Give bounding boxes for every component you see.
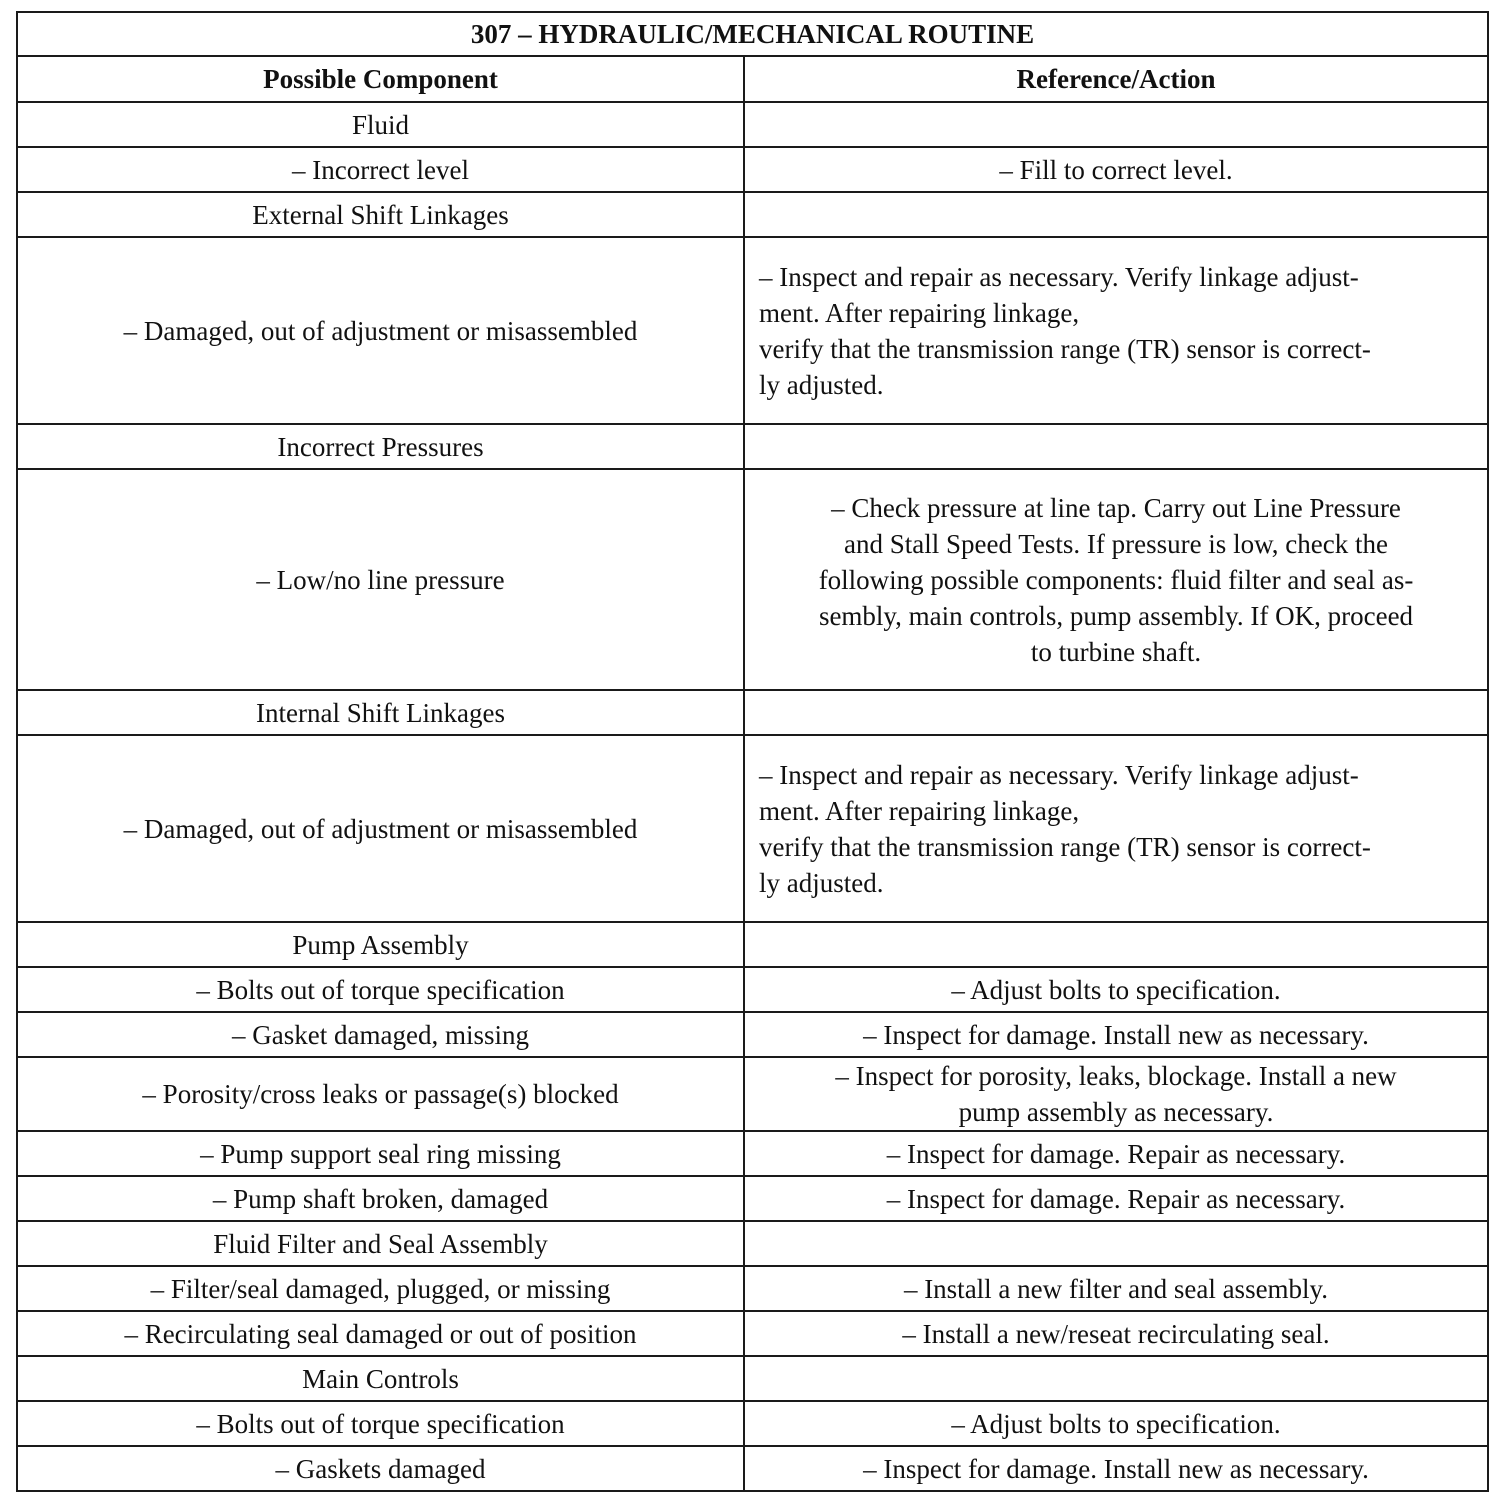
action-cell: – Inspect for damage. Install new as necessary.	[744, 1012, 1488, 1057]
action-line: – Inspect for porosity, leaks, blockage. Install a new	[835, 1061, 1397, 1091]
component-cell: – Low/no line pressure	[17, 469, 744, 690]
component-cell: – Pump support seal ring missing	[17, 1131, 744, 1176]
action-cell: – Inspect for damage. Repair as necessary.	[744, 1176, 1488, 1221]
action-cell: – Inspect for damage. Repair as necessary.	[744, 1131, 1488, 1176]
column-header-action: Reference/Action	[744, 56, 1488, 102]
component-cell: – Incorrect level	[17, 147, 744, 192]
action-line: – Inspect and repair as necessary. Verify linkage adjust-	[759, 261, 1359, 292]
action-line: and Stall Speed Tests. If pressure is low, check the	[844, 528, 1388, 559]
component-cell: Pump Assembly	[17, 922, 744, 967]
action-cell	[744, 192, 1488, 237]
column-header-row	[17, 56, 1488, 102]
action-cell	[744, 1057, 1488, 1131]
action-cell	[744, 690, 1488, 735]
table-title: 307 – HYDRAULIC/MECHANICAL ROUTINE	[17, 12, 1488, 56]
table-row	[17, 1356, 1488, 1401]
table-row	[17, 237, 1488, 424]
component-cell: – Gaskets damaged	[17, 1446, 744, 1491]
table-row	[17, 1401, 1488, 1446]
action-line: verify that the transmission range (TR) sensor is correct-	[759, 831, 1371, 862]
action-cell: – Adjust bolts to specification.	[744, 1401, 1488, 1446]
action-cell	[744, 1221, 1488, 1266]
component-cell: – Filter/seal damaged, plugged, or missing	[17, 1266, 744, 1311]
component-cell: Fluid	[17, 102, 744, 147]
action-cell	[744, 922, 1488, 967]
title-row	[17, 12, 1488, 56]
action-cell	[744, 469, 1488, 690]
column-header-component: Possible Component	[17, 56, 744, 102]
action-line: ly adjusted.	[759, 369, 884, 400]
component-cell: Main Controls	[17, 1356, 744, 1401]
table-row	[17, 102, 1488, 147]
action-line: following possible components: fluid filter and seal as-	[818, 564, 1414, 595]
component-cell: – Recirculating seal damaged or out of position	[17, 1311, 744, 1356]
action-line: pump assembly as necessary.	[958, 1097, 1274, 1127]
action-line: verify that the transmission range (TR) sensor is correct-	[759, 333, 1371, 364]
action-cell: – Fill to correct level.	[744, 147, 1488, 192]
action-line: ly adjusted.	[759, 867, 884, 898]
table-row	[17, 424, 1488, 469]
action-cell	[744, 735, 1488, 922]
action-line: ment. After repairing linkage,	[759, 795, 1080, 826]
action-line: ment. After repairing linkage,	[759, 297, 1080, 328]
component-cell: External Shift Linkages	[17, 192, 744, 237]
table-row	[17, 690, 1488, 735]
action-cell: – Adjust bolts to specification.	[744, 967, 1488, 1012]
component-cell: Incorrect Pressures	[17, 424, 744, 469]
table-row	[17, 1266, 1488, 1311]
table-row	[17, 1446, 1488, 1491]
table-row	[17, 1131, 1488, 1176]
action-line: to turbine shaft.	[1030, 636, 1202, 667]
component-cell: Internal Shift Linkages	[17, 690, 744, 735]
component-cell: Fluid Filter and Seal Assembly	[17, 1221, 744, 1266]
action-cell: – Install a new/reseat recirculating seal.	[744, 1311, 1488, 1356]
table-row	[17, 1311, 1488, 1356]
table-row	[17, 147, 1488, 192]
table-row	[17, 1221, 1488, 1266]
routine-table	[16, 11, 1489, 1492]
action-cell: – Inspect for damage. Install new as necessary.	[744, 1446, 1488, 1491]
action-line: – Check pressure at line tap. Carry out Line Pressure	[831, 492, 1401, 523]
component-cell: – Porosity/cross leaks or passage(s) blocked	[17, 1057, 744, 1131]
action-line: – Inspect and repair as necessary. Verify linkage adjust-	[759, 759, 1359, 790]
table-row	[17, 469, 1488, 690]
table-row	[17, 192, 1488, 237]
table-row	[17, 967, 1488, 1012]
action-line: sembly, main controls, pump assembly. If OK, proceed	[818, 600, 1414, 631]
table-row	[17, 1057, 1488, 1131]
component-cell: – Damaged, out of adjustment or misassembled	[17, 237, 744, 424]
component-cell: – Pump shaft broken, damaged	[17, 1176, 744, 1221]
action-cell	[744, 424, 1488, 469]
action-cell	[744, 102, 1488, 147]
component-cell: – Gasket damaged, missing	[17, 1012, 744, 1057]
action-cell: – Install a new filter and seal assembly.	[744, 1266, 1488, 1311]
action-cell	[744, 1356, 1488, 1401]
table-row	[17, 735, 1488, 922]
component-cell: – Damaged, out of adjustment or misassembled	[17, 735, 744, 922]
table-row	[17, 1176, 1488, 1221]
action-cell	[744, 237, 1488, 424]
table-row	[17, 1012, 1488, 1057]
table-row	[17, 922, 1488, 967]
component-cell: – Bolts out of torque specification	[17, 967, 744, 1012]
component-cell: – Bolts out of torque specification	[17, 1401, 744, 1446]
